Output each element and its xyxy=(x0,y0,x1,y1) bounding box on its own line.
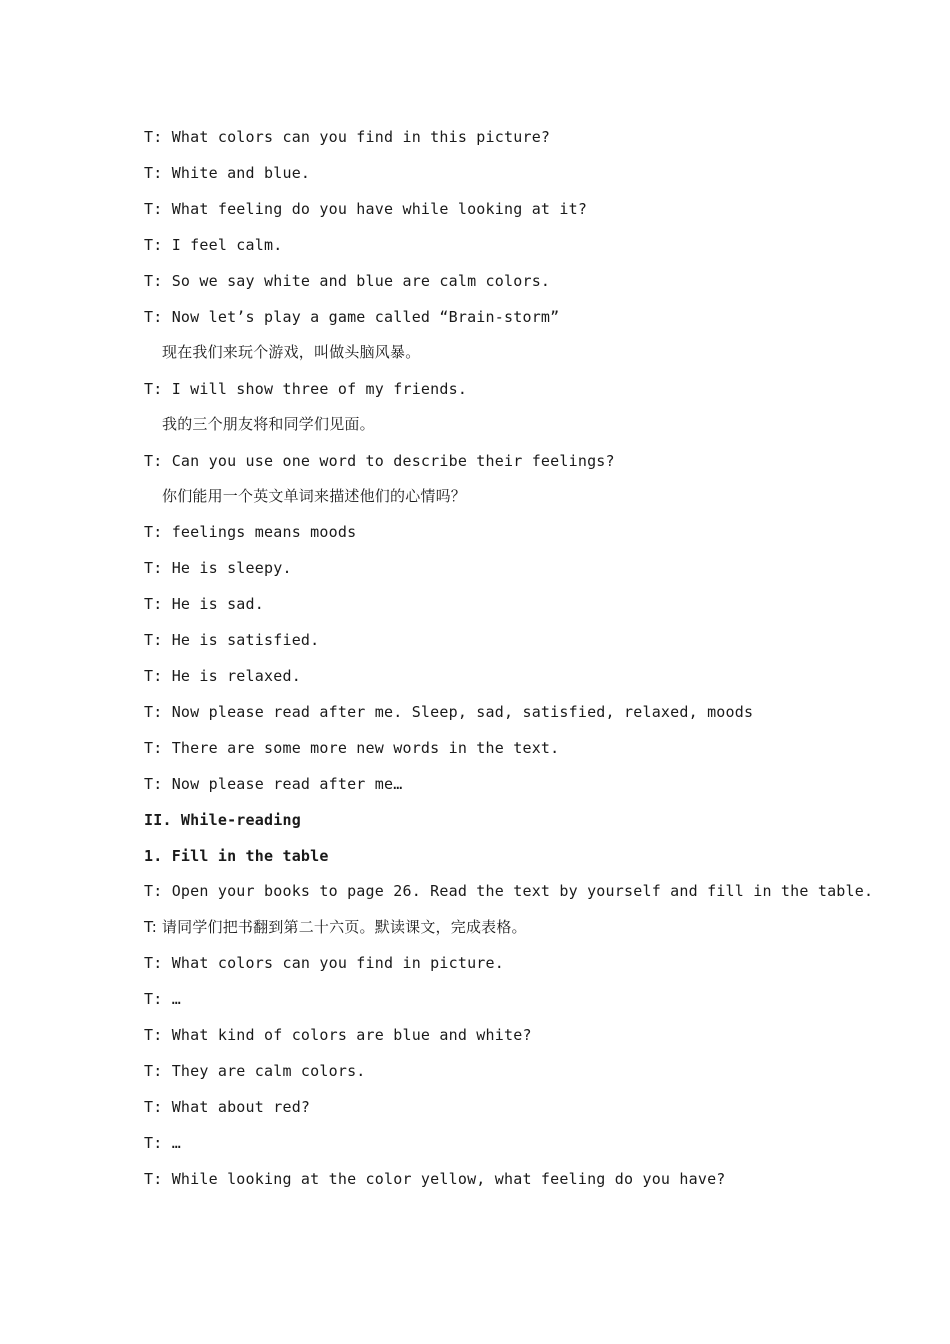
dialogue-line: T: What colors can you find in picture. xyxy=(144,954,504,972)
dialogue-line: T: … xyxy=(144,1134,181,1152)
dialogue-line: T: They are calm colors. xyxy=(144,1062,366,1080)
dialogue-line: T: While looking at the color yellow, what feeling do you have? xyxy=(144,1170,726,1188)
dialogue-line: T: He is sad. xyxy=(144,595,264,613)
dialogue-line: T: Open your books to page 26. Read the text by yourself and fill in the table. xyxy=(144,882,874,900)
section-heading: II. While-reading xyxy=(144,811,301,829)
dialogue-line: T: Now please read after me. Sleep, sad, satisfied, relaxed, moods xyxy=(144,703,754,721)
dialogue-line: T: Now please read after me… xyxy=(144,775,403,793)
chinese-translation: 现在我们来玩个游戏，叫做头脑风暴。 xyxy=(162,343,421,361)
dialogue-line: T: … xyxy=(144,990,181,1008)
dialogue-line: T: He is relaxed. xyxy=(144,667,301,685)
dialogue-line: T: So we say white and blue are calm colors. xyxy=(144,272,551,290)
dialogue-line: T: He is sleepy. xyxy=(144,559,292,577)
dialogue-line: T: What about red? xyxy=(144,1098,311,1116)
chinese-translation: 你们能用一个英文单词来描述他们的心情吗？ xyxy=(162,487,467,505)
dialogue-line: T: I feel calm. xyxy=(144,236,283,254)
dialogue-line: T: feelings means moods xyxy=(144,523,357,541)
dialogue-line: T: He is satisfied. xyxy=(144,631,320,649)
dialogue-line: T: 请同学们把书翻到第二十六页。默读课文，完成表格。 xyxy=(144,918,527,936)
dialogue-line: T: What kind of colors are blue and white? xyxy=(144,1026,532,1044)
subsection-heading: 1. Fill in the table xyxy=(144,847,329,865)
chinese-translation: 我的三个朋友将和同学们见面。 xyxy=(162,415,375,433)
dialogue-line: T: What colors can you find in this picture? xyxy=(144,128,551,146)
dialogue-line: T: White and blue. xyxy=(144,164,311,182)
dialogue-line: T: Now let’s play a game called “Brain-storm” xyxy=(144,308,560,326)
dialogue-line: T: Can you use one word to describe their feelings? xyxy=(144,452,615,470)
dialogue-line: T: I will show three of my friends. xyxy=(144,380,468,398)
dialogue-line: T: What feeling do you have while looking at it? xyxy=(144,200,588,218)
dialogue-line: T: There are some more new words in the text. xyxy=(144,739,560,757)
